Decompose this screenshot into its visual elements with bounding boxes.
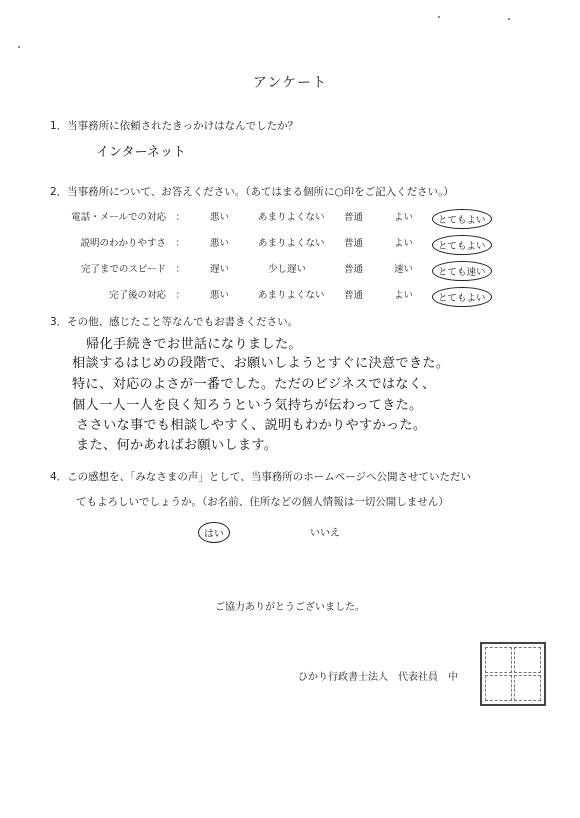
rating-option-selected: とてもよい (432, 209, 492, 229)
answer-no: いいえ (310, 528, 340, 539)
rating-row-label: 説明のわかりやすさ ： (80, 238, 185, 249)
rating-option: 普通 (344, 238, 364, 249)
signature-line: ひかり行政書士法人 代表社員 中 (298, 672, 458, 683)
rating-row (0, 235, 520, 251)
rating-option: あまりよくない (258, 212, 325, 223)
handwritten-line: 帰化手続きでお世話になりました。 (86, 337, 302, 352)
rating-row-label: 完了までのスピード ： (80, 264, 185, 275)
rating-option: あまりよくない (258, 238, 325, 249)
question-3: 3．その他、感じたこと等なんでもお書きください。 (50, 316, 299, 328)
handwritten-line: ささいな事でも相談しやすく、説明もわかりやすかった。 (76, 418, 427, 433)
rating-row (0, 261, 520, 277)
rating-option-selected: とてもよい (432, 235, 492, 255)
handwritten-line: 相談するはじめの段階で、お願いしようとすぐに決意できた。 (72, 356, 450, 371)
rating-row (0, 209, 520, 225)
handwritten-line: 特に、対応のよさが一番でした。ただのビジネスではなく、 (72, 377, 436, 392)
rating-row-label: 完了後の対応 ： (108, 290, 185, 301)
page-title: アンケート (252, 75, 328, 91)
answer-yes-selected: はい (198, 522, 230, 543)
question-4-line2: てもよろしいでしょうか。（お名前、住所などの個人情報は一切公開しません） (76, 496, 449, 508)
handwritten-line: また、何かあればお願いします。 (76, 438, 278, 453)
rating-option-selected: とても速い (432, 261, 492, 281)
rating-option: よい (394, 290, 414, 301)
rating-option: 悪い (210, 212, 230, 223)
rating-row-label: 電話・メールでの対応 ： (71, 212, 185, 223)
rating-option: 悪い (210, 238, 230, 249)
rating-option: 少し遅い (268, 264, 307, 275)
seal-stamp (480, 642, 546, 706)
question-2: 2．当事務所について、お答えください。（あてはまる個所に○印をご記入ください。） (50, 186, 454, 198)
question-1: 1．当事務所に依頼されたきっかけはなんでしたか？ (50, 120, 299, 132)
rating-option: 普通 (344, 290, 364, 301)
thanks-message: ご協力ありがとうございました。 (215, 602, 365, 613)
rating-row (0, 287, 520, 303)
rating-option: 遅い (210, 264, 230, 275)
rating-option: よい (394, 212, 414, 223)
rating-option: よい (394, 238, 414, 249)
question-4: 4．この感想を、「みなさまの声」として、当事務所のホームページへ公開させていただい (50, 471, 472, 483)
rating-option: 速い (394, 264, 414, 275)
rating-option: 悪い (210, 290, 230, 301)
rating-option: あまりよくない (258, 290, 325, 301)
rating-option-selected: とてもよい (432, 287, 492, 307)
rating-option: 普通 (344, 212, 364, 223)
answer-1-handwritten: インターネット (96, 145, 186, 160)
rating-option: 普通 (344, 264, 364, 275)
handwritten-line: 個人一人一人を良く知ろうという気持ちが伝わってきた。 (72, 398, 423, 413)
